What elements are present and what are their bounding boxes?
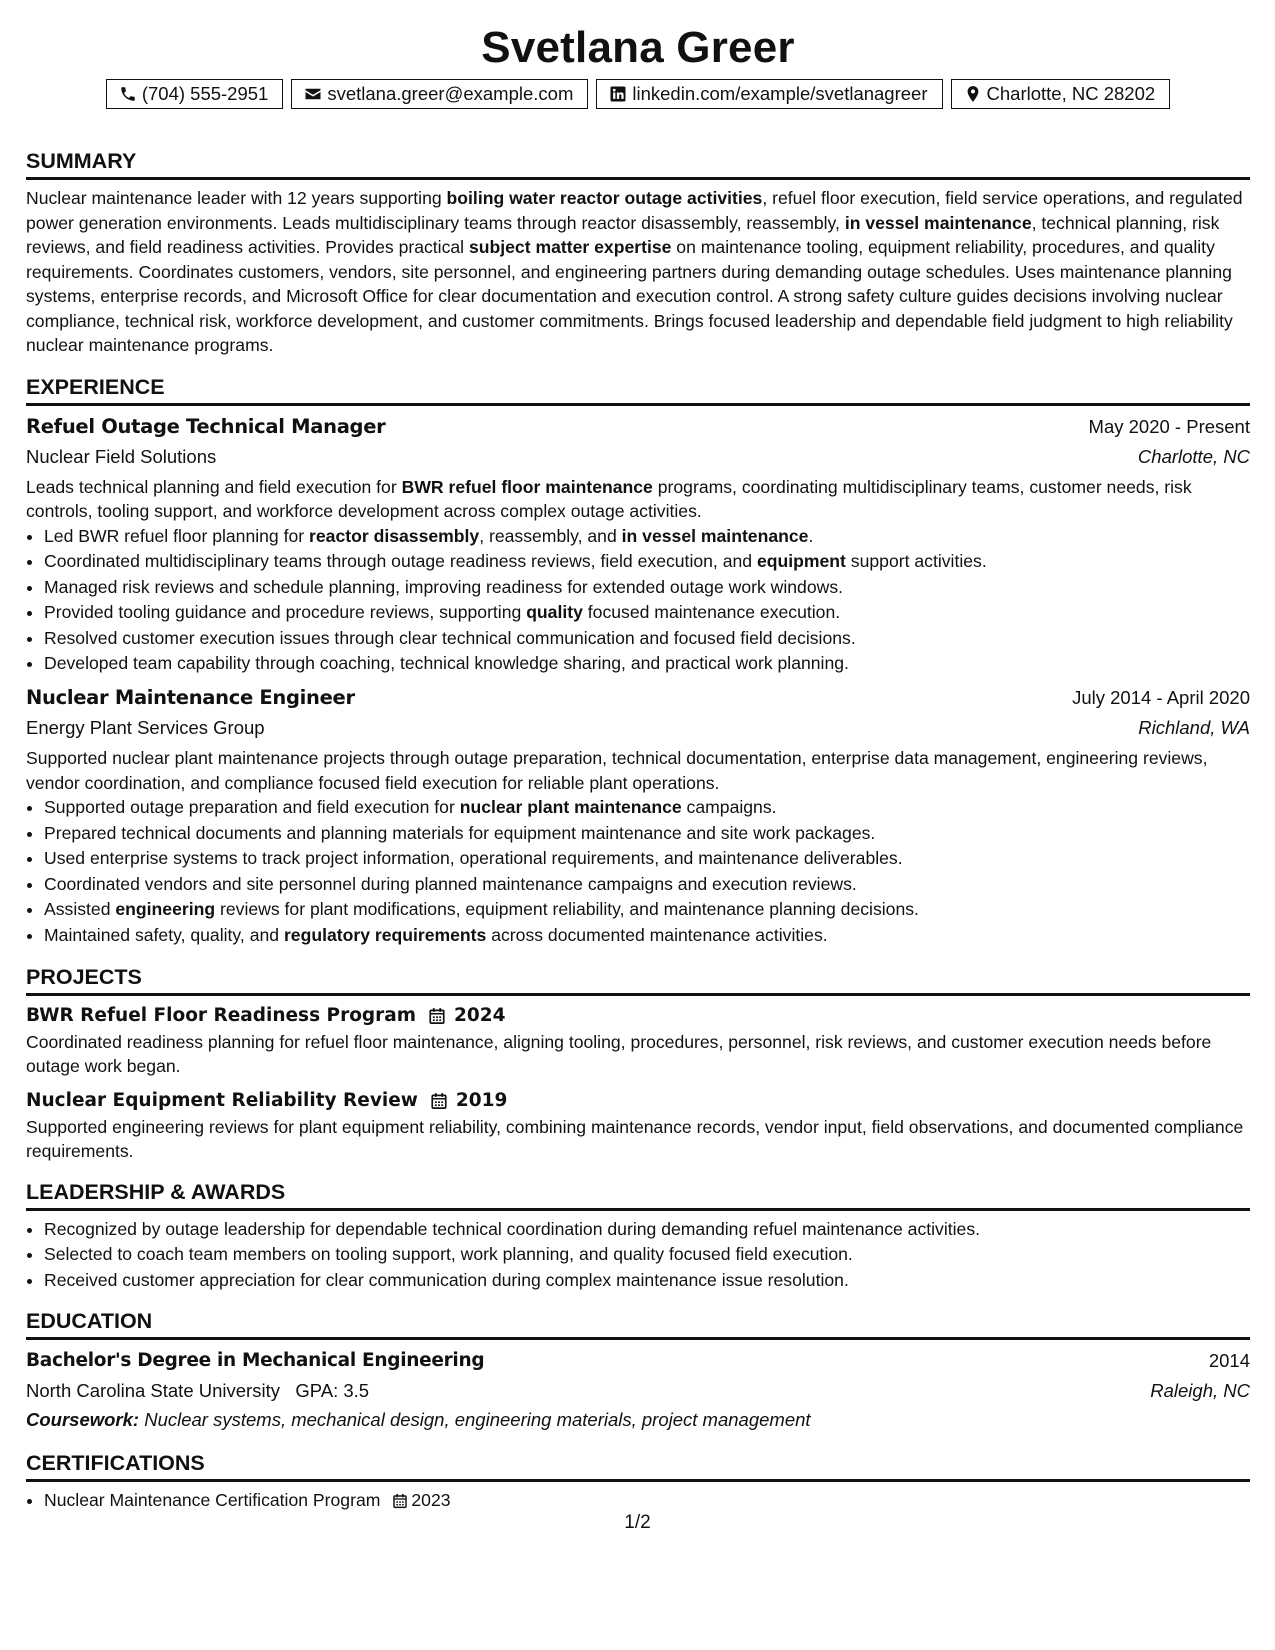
job-entry xyxy=(26,412,1250,678)
projects-section xyxy=(26,963,1250,1164)
contact-phone[interactable] xyxy=(106,79,284,109)
section-title-experience: EXPERIENCE xyxy=(26,373,1250,406)
summary-text: Nuclear maintenance leader with 12 years supporting boiling water reactor outage activities, refuel floor execution, field service operations, and regulated power generation environments. Leads multidisciplinary teams through reactor disassembly, reassembly, in vessel maintenance, technical planning, risk reviews, and field readiness activities. Provides practical subject matter expertise on maintenance tooling, equipment reliability, procedures, and quality requirements. Coordinates customers, vendors, site personnel, and engineering partners during demanding outage schedules. Uses maintenance planning systems, enterprise records, and Microsoft Office for clear documentation and execution control. A strong safety culture guides decisions involving nuclear compliance, technical risk, workforce development, and customer commitments. Brings focused leadership and dependable field judgment to high reliability nuclear maintenance programs. xyxy=(26,188,1243,355)
contact-bar xyxy=(26,79,1250,109)
leadership-section xyxy=(26,1178,1250,1294)
page-number: 1/2 xyxy=(624,1512,651,1533)
calendar-icon xyxy=(430,1092,448,1110)
certification-year: 2023 xyxy=(411,1490,451,1511)
list-item: • Coordinated vendors and site personnel during planned maintenance campaigns and execution reviews. xyxy=(44,872,1250,898)
project-year: 2024 xyxy=(454,1004,506,1026)
job-location: Richland, WA xyxy=(1138,717,1250,739)
contact-email[interactable] xyxy=(291,79,588,109)
contact-location[interactable] xyxy=(951,79,1171,109)
list-item: • Supported outage preparation and field execution for nuclear plant maintenance campaigns. xyxy=(44,795,1250,821)
job-company: Nuclear Field Solutions xyxy=(26,445,217,467)
job-entry xyxy=(26,683,1250,949)
project-description: Supported engineering reviews for plant equipment reliability, combining maintenance records, vendor input, field observations, and documented compliance requirements. xyxy=(26,1116,1244,1162)
contact-linkedin-text: linkedin.com/example/svetlanagreer xyxy=(632,83,928,104)
experience-section xyxy=(26,373,1250,949)
contact-linkedin[interactable] xyxy=(596,79,942,109)
list-item: • Selected to coach team members on tooling support, work planning, and quality focused field execution. xyxy=(44,1242,1250,1268)
calendar-icon xyxy=(392,1493,408,1509)
job-title: Nuclear Maintenance Engineer xyxy=(26,686,355,710)
certification-name: • Nuclear Maintenance Certification Program xyxy=(44,1490,381,1511)
contact-phone-text: (704) 555-2951 xyxy=(141,83,269,104)
section-title-summary: SUMMARY xyxy=(26,147,1250,180)
education-coursework xyxy=(26,1405,1250,1435)
job-description: Supported nuclear plant maintenance projects through outage preparation, technical documentation, enterprise data management, engineering reviews, vendor coordination, and compliance focused field execution for reliable plant operations. xyxy=(26,748,1208,793)
education-school: North Carolina State University xyxy=(26,1380,280,1402)
list-item: • Provided tooling guidance and procedure reviews, supporting quality focused maintenance execution. xyxy=(44,600,1250,626)
project-name: BWR Refuel Floor Readiness Program xyxy=(26,1004,417,1026)
project-entry xyxy=(26,1002,1250,1079)
list-item: • Prepared technical documents and planning materials for equipment maintenance and site work packages. xyxy=(44,821,1250,847)
envelope-icon xyxy=(304,85,322,103)
list-item: • Developed team capability through coaching, technical knowledge sharing, and practical work planning. xyxy=(44,651,1250,677)
candidate-name: Svetlana Greer xyxy=(481,23,795,72)
phone-icon xyxy=(119,85,137,103)
job-bullets xyxy=(26,795,1250,949)
linkedin-icon xyxy=(609,85,627,103)
job-dates: May 2020 - Present xyxy=(1088,415,1250,437)
certifications-section xyxy=(26,1449,1250,1514)
job-dates: July 2014 - April 2020 xyxy=(1072,687,1250,709)
resume-page xyxy=(26,0,1250,1514)
contact-email-text: svetlana.greer@example.com xyxy=(327,83,574,104)
list-item: • Managed risk reviews and schedule planning, improving readiness for extended outage work windows. xyxy=(44,575,1250,601)
section-title-projects: PROJECTS xyxy=(26,963,1250,996)
section-title-certifications: CERTIFICATIONS xyxy=(26,1449,1250,1482)
leadership-bullets xyxy=(26,1217,1250,1294)
job-title: Refuel Outage Technical Manager xyxy=(26,414,386,438)
education-location: Raleigh, NC xyxy=(1150,1380,1250,1402)
list-item: • Received customer appreciation for clear communication during complex maintenance issue resolution. xyxy=(44,1268,1250,1294)
coursework-label: Coursework: xyxy=(26,1409,140,1431)
contact-location-text: Charlotte, NC 28202 xyxy=(986,83,1156,104)
education-section xyxy=(26,1307,1250,1435)
map-pin-icon xyxy=(964,85,982,103)
section-title-leadership: LEADERSHIP & AWARDS xyxy=(26,1178,1250,1211)
education-degree: Bachelor's Degree in Mechanical Engineering xyxy=(26,1350,485,1372)
list-item: • Maintained safety, quality, and regulatory requirements across documented maintenance activities. xyxy=(44,923,1250,949)
list-item: • Assisted engineering reviews for plant modifications, equipment reliability, and maintenance planning decisions. xyxy=(44,897,1250,923)
project-name: Nuclear Equipment Reliability Review xyxy=(26,1089,418,1111)
list-item: • Used enterprise systems to track project information, operational requirements, and maintenance deliverables. xyxy=(44,846,1250,872)
certifications-bullets xyxy=(26,1488,1250,1514)
project-description: Coordinated readiness planning for refuel floor maintenance, aligning tooling, procedures, personnel, risk reviews, and customer execution needs before outage work began. xyxy=(26,1031,1212,1077)
coursework-text: Nuclear systems, mechanical design, engineering materials, project management xyxy=(139,1409,811,1431)
job-location: Charlotte, NC xyxy=(1137,445,1250,467)
list-item: • Led BWR refuel floor planning for reactor disassembly, reassembly, and in vessel maintenance. xyxy=(44,524,1250,550)
project-year: 2019 xyxy=(455,1089,508,1111)
list-item: • Resolved customer execution issues through clear technical communication and focused field decisions. xyxy=(44,626,1250,652)
summary-section xyxy=(26,147,1250,358)
list-item xyxy=(44,1488,1250,1514)
list-item: • Recognized by outage leadership for dependable technical coordination during demanding refuel maintenance activities. xyxy=(44,1217,1250,1243)
job-company: Energy Plant Services Group xyxy=(26,717,265,739)
education-gpa: GPA: 3.5 xyxy=(295,1380,370,1402)
project-entry xyxy=(26,1087,1250,1164)
job-bullets xyxy=(26,524,1250,678)
job-description: Leads technical planning and field execution for BWR refuel floor maintenance programs, coordinating multidisciplinary teams, customer needs, risk controls, tooling support, and workforce development across complex outage activities. xyxy=(26,476,1192,521)
section-title-education: EDUCATION xyxy=(26,1307,1250,1340)
calendar-icon xyxy=(428,1007,446,1025)
list-item: • Coordinated multidisciplinary teams through outage readiness reviews, field execution, and equipment support activities. xyxy=(44,549,1250,575)
education-year: 2014 xyxy=(1208,1350,1250,1372)
